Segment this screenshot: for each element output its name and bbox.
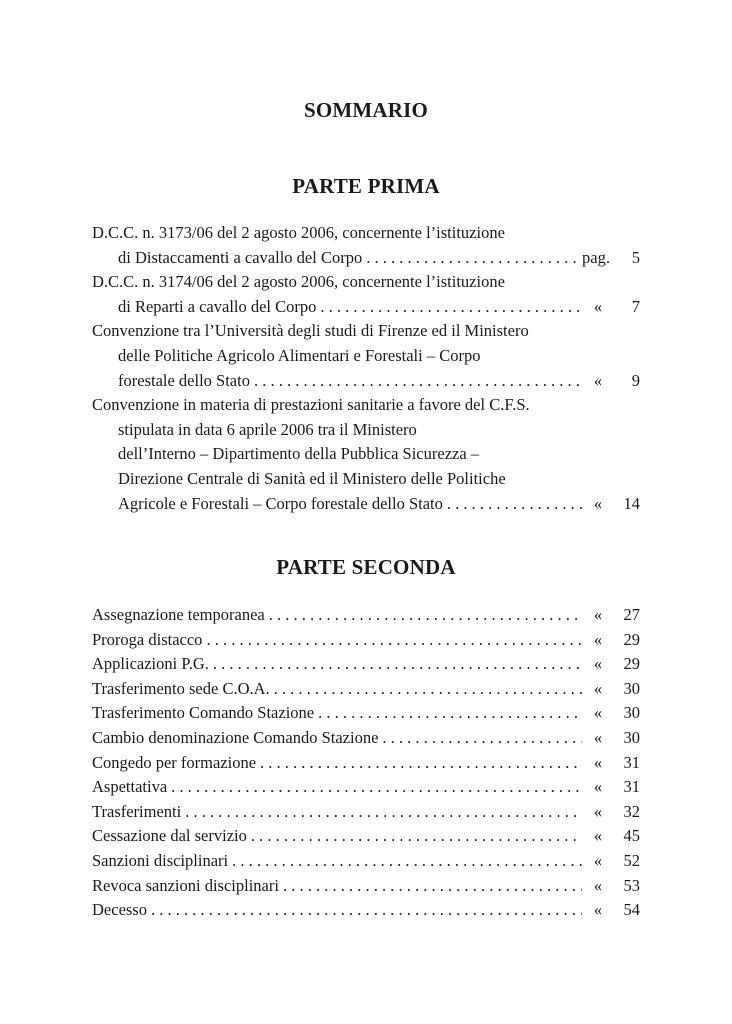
- toc-entry: [92, 603, 640, 628]
- ditto-marker: «: [593, 629, 603, 649]
- ditto-marker: «: [593, 703, 603, 723]
- toc-entry-line: dell’Interno – Dipartimento della Pubblica Sicurezza –: [118, 444, 480, 464]
- ditto-marker: «: [593, 678, 603, 698]
- toc-entry-text: forestale dello Stato: [118, 370, 250, 390]
- dot-leader: [250, 369, 582, 394]
- page-number: 5: [631, 247, 640, 267]
- toc-entry: [92, 652, 640, 677]
- page-number: 29: [623, 654, 640, 674]
- toc-entry-line: Direzione Centrale di Sanità ed il Ministero delle Politiche: [118, 468, 506, 488]
- toc-entry-text: Applicazioni P.G.: [92, 654, 209, 674]
- page-number: 30: [623, 727, 640, 747]
- ditto-marker: «: [593, 850, 603, 870]
- part-one-heading: PARTE PRIMA: [292, 174, 440, 198]
- dot-leader: [270, 677, 582, 702]
- toc-entry: [92, 221, 640, 270]
- ditto-marker: «: [593, 801, 603, 821]
- page-number: 27: [623, 605, 640, 624]
- toc-entry: [92, 874, 640, 899]
- ditto-marker: «: [593, 900, 603, 920]
- toc-entry: [92, 898, 640, 923]
- page-number: 45: [623, 826, 640, 846]
- toc-entry: [92, 849, 640, 874]
- page-number: 9: [631, 370, 640, 390]
- toc-entry-last-line: [92, 492, 640, 517]
- toc-entry: [92, 319, 640, 393]
- ditto-marker: «: [593, 296, 603, 316]
- ditto-marker: «: [593, 727, 603, 747]
- toc-entry-text: Cessazione dal servizio: [92, 826, 247, 846]
- toc-entry-text: Trasferimento Comando Stazione: [92, 703, 315, 723]
- ditto-marker: «: [593, 875, 603, 895]
- toc-entry-last-line: [92, 246, 640, 271]
- toc-entry: [92, 800, 640, 825]
- dot-leader: [362, 246, 582, 271]
- toc-entry: [92, 677, 640, 702]
- page-number: 29: [623, 629, 640, 649]
- toc-entry-text: Sanzioni disciplinari: [92, 850, 229, 870]
- dot-leader: [247, 824, 582, 849]
- dot-leader: [147, 898, 582, 923]
- toc-entry-line: D.C.C. n. 3174/06 del 2 agosto 2006, concernente l’istituzione: [92, 272, 505, 292]
- ditto-marker: «: [593, 752, 603, 772]
- page-number: 7: [631, 296, 640, 316]
- toc-entry-text: Aspettativa: [92, 777, 168, 797]
- toc-entry: [92, 726, 640, 751]
- toc-entry-line: Convenzione tra l’Università degli studi di Firenze ed il Ministero: [92, 321, 529, 341]
- toc-entry-text: Revoca sanzioni disciplinari: [92, 875, 279, 895]
- toc-entry-last-line: [92, 295, 640, 320]
- toc-entry-text: Trasferimento sede C.O.A.: [92, 678, 270, 698]
- toc-entry-text: Decesso: [92, 900, 147, 920]
- toc-entry-text: Assegnazione temporanea: [92, 605, 265, 624]
- toc-entry-text: Proroga distacco: [92, 629, 203, 649]
- toc-entry-text: Congedo per formazione: [92, 752, 257, 772]
- page-number: 31: [623, 752, 640, 772]
- part-one-toc: [92, 221, 640, 516]
- toc-entry-last-line: [92, 369, 640, 394]
- page-number: 32: [623, 801, 640, 821]
- toc-entry-line: D.C.C. n. 3173/06 del 2 agosto 2006, concernente l’istituzione: [92, 223, 505, 242]
- ditto-marker: «: [593, 654, 603, 674]
- ditto-marker: «: [593, 777, 603, 797]
- toc-entry: [92, 824, 640, 849]
- dot-leader: [256, 751, 582, 776]
- dot-leader: [265, 603, 582, 628]
- toc-entry-text: di Distaccamenti a cavallo del Corpo: [118, 247, 363, 267]
- toc-entry: [92, 701, 640, 726]
- dot-leader: [202, 628, 582, 653]
- ditto-marker: «: [593, 826, 603, 846]
- dot-leader: [209, 652, 582, 677]
- ditto-marker: «: [593, 370, 603, 390]
- ditto-marker: «: [593, 493, 603, 513]
- page-number: 30: [623, 703, 640, 723]
- page-number: 30: [623, 678, 640, 698]
- page-title: SOMMARIO: [303, 98, 429, 122]
- page-number: 54: [623, 900, 640, 920]
- part-two-heading: PARTE SECONDA: [276, 555, 456, 579]
- page-number: 52: [623, 850, 640, 870]
- toc-entry-text: Cambio denominazione Comando Stazione: [92, 727, 379, 747]
- toc-entry-line: delle Politiche Agricolo Alimentari e Forestali – Corpo: [118, 345, 481, 365]
- dot-leader: [228, 849, 582, 874]
- page-number: 14: [623, 493, 640, 513]
- toc-entry: [92, 775, 640, 800]
- dot-leader: [378, 726, 582, 751]
- dot-leader: [316, 295, 582, 320]
- toc-entry: [92, 393, 640, 516]
- dot-leader: [314, 701, 582, 726]
- toc-entry: [92, 270, 640, 319]
- dot-leader: [181, 800, 582, 825]
- dot-leader: [167, 775, 582, 800]
- toc-entry-line: stipulata in data 6 aprile 2006 tra il Ministero: [118, 419, 417, 439]
- page-number: 31: [623, 777, 640, 797]
- part-two-toc: [92, 603, 640, 923]
- ditto-marker: «: [593, 605, 603, 624]
- toc-entry-line: Convenzione in materia di prestazioni sanitarie a favore del C.F.S.: [92, 395, 530, 415]
- toc-entry-text: Agricole e Forestali – Corpo forestale dello Stato: [118, 493, 443, 513]
- toc-entry: [92, 751, 640, 776]
- dot-leader: [279, 874, 582, 899]
- toc-entry: [92, 628, 640, 653]
- page-marker: pag.: [582, 247, 610, 267]
- toc-entry-text: Trasferimenti: [92, 801, 182, 821]
- page-number: 53: [623, 875, 640, 895]
- toc-entry-text: di Reparti a cavallo del Corpo: [118, 296, 317, 316]
- dot-leader: [443, 492, 582, 517]
